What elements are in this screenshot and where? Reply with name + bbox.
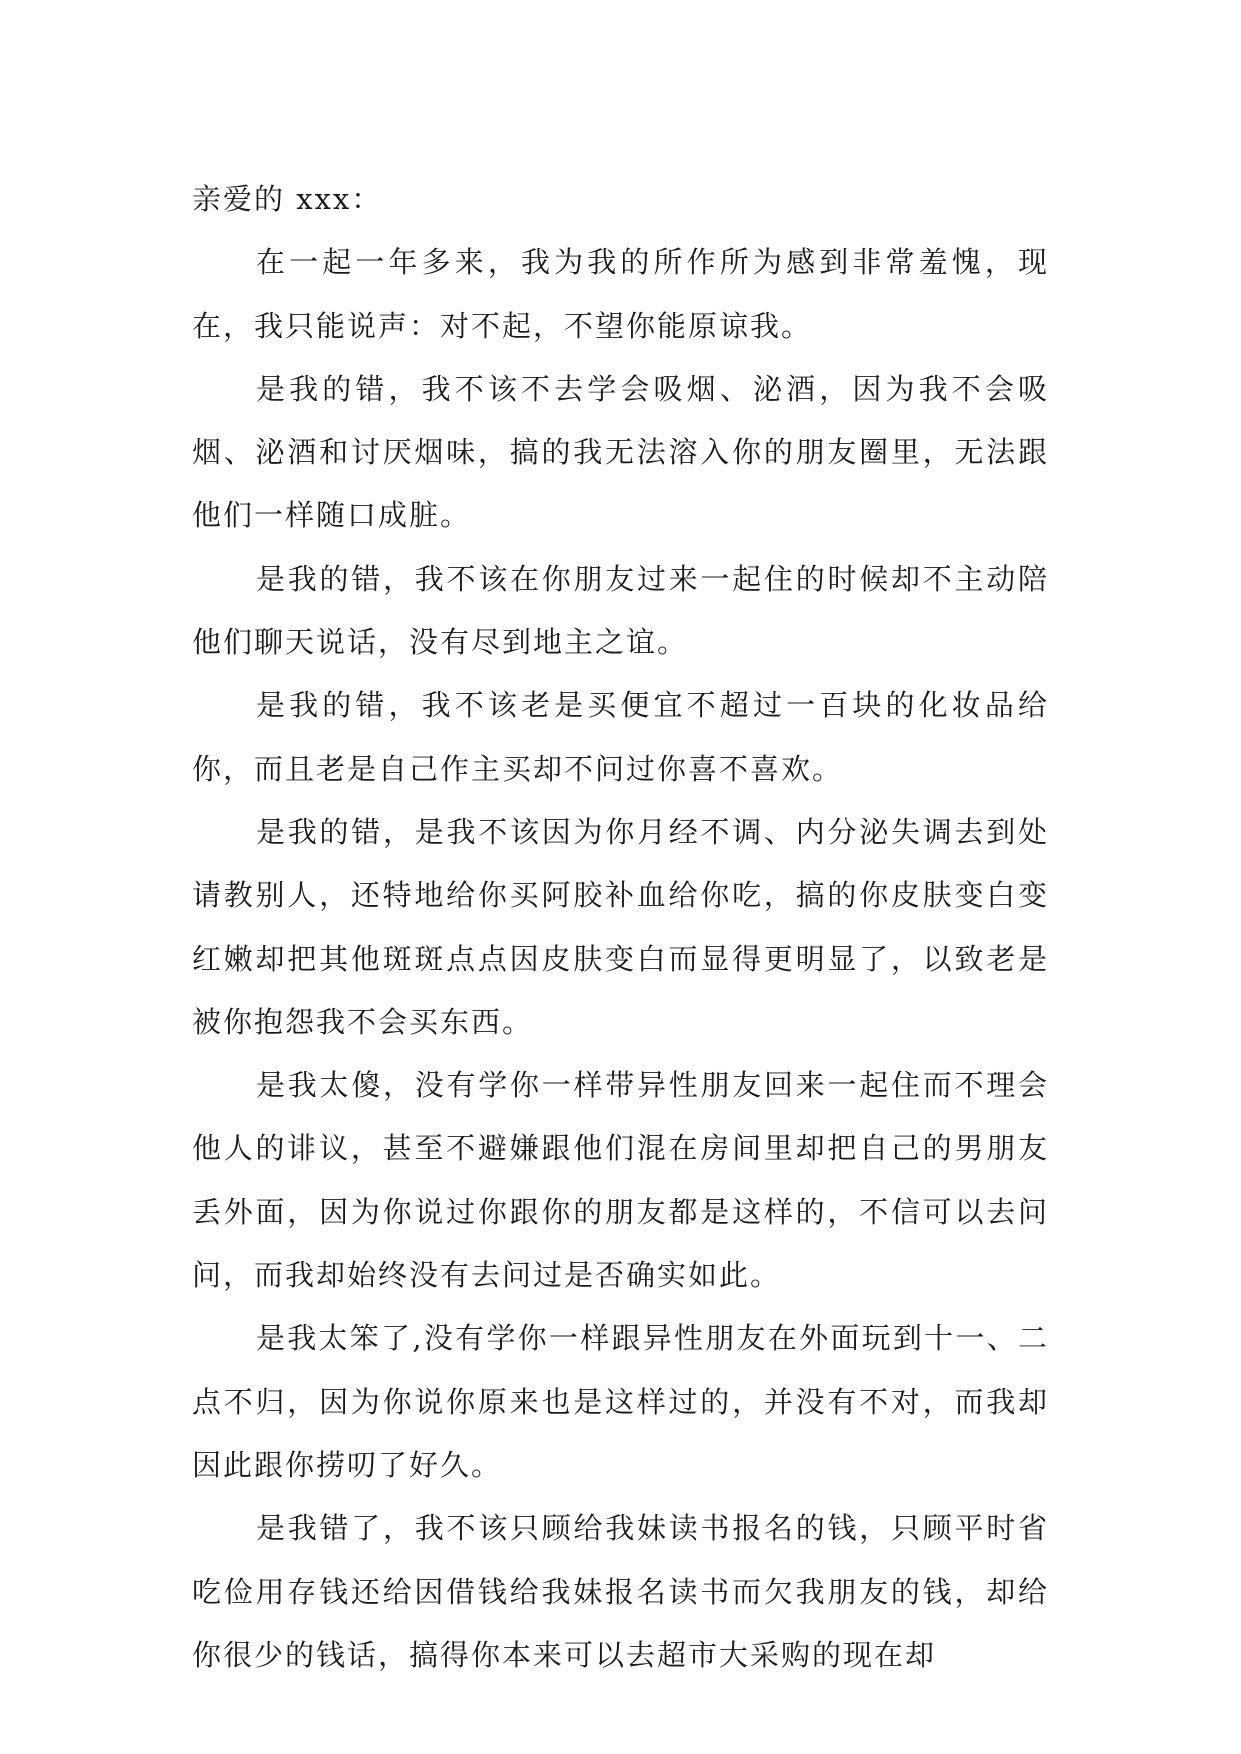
paragraph-1: 在一起一年多来，我为我的所作所为感到非常羞愧，现在，我只能说声：对不起，不望你能原谅我。 bbox=[192, 245, 1049, 343]
paragraph-5: 是我的错，是我不该因为你月经不调、内分泌失调去到处请教别人，还特地给你买阿胶补血给你吃，搞的你皮肤变白变红嫩却把其他斑斑点点因皮肤变白而显得更明显了，以致老是被你抱怨我不会买东西。 bbox=[192, 814, 1049, 1039]
letter-salutation: 亲爱的 xxx： bbox=[192, 182, 383, 216]
paragraph-4: 是我的错，我不该老是买便宜不超过一百块的化妆品给你，而且老是自己作主买却不问过你喜不喜欢。 bbox=[192, 688, 1049, 786]
letter-body bbox=[192, 168, 1049, 1687]
paragraph-8: 是我错了，我不该只顾给我妹读书报名的钱，只顾平时省吃俭用存钱还给因借钱给我妹报名读书而欠我朋友的钱，却给你很少的钱话，搞得你本来可以去超市大采购的现在却 bbox=[192, 1511, 1049, 1672]
paragraph-7: 是我太笨了,没有学你一样跟异性朋友在外面玩到十一、二点不归，因为你说你原来也是这样过的，并没有不对，而我却因此跟你捞叨了好久。 bbox=[192, 1321, 1049, 1482]
paragraph-3: 是我的错，我不该在你朋友过来一起住的时候却不主动陪他们聊天说话，没有尽到地主之谊。 bbox=[192, 561, 1049, 660]
paragraph-6: 是我太傻，没有学你一样带异性朋友回来一起住而不理会他人的诽议，甚至不避嫌跟他们混在房间里却把自己的男朋友丢外面，因为你说过你跟你的朋友都是这样的，不信可以去问问，而我却始终没有去问过是否确实如此。 bbox=[192, 1068, 1049, 1293]
paragraph-2: 是我的错，我不该不去学会吸烟、泌酒，因为我不会吸烟、泌酒和讨厌烟味，搞的我无法溶入你的朋友圈里，无法跟他们一样随口成脏。 bbox=[192, 371, 1049, 533]
